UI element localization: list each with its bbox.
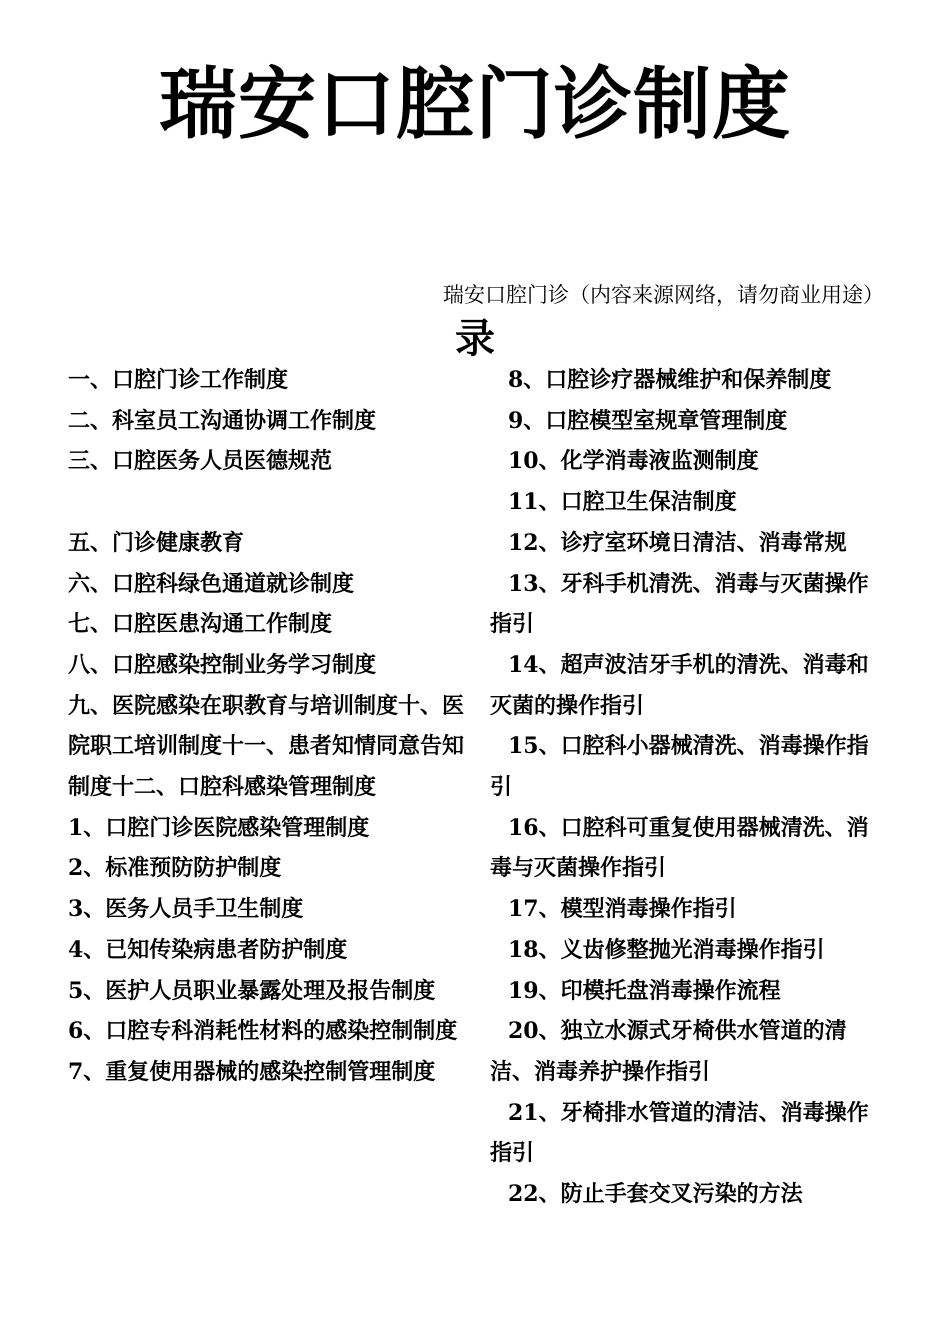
toc-item[interactable]: 18、义齿修整抛光消毒操作指引 xyxy=(508,936,825,963)
toc-item[interactable]: 八、口腔感染控制业务学习制度 xyxy=(68,651,377,678)
toc-item[interactable]: 二、科室员工沟通协调工作制度 xyxy=(68,407,377,434)
toc-item[interactable]: 1、口腔门诊医院感染管理制度 xyxy=(68,814,370,841)
toc-item[interactable]: 8、口腔诊疗器械维护和保养制度 xyxy=(508,367,832,393)
source-note: 瑞安口腔门诊（内容来源网络，请勿商业用途） xyxy=(443,283,884,307)
toc-item[interactable]: 14、超声波洁牙手机的清洗、消毒和灭菌的操作指引 xyxy=(490,651,869,719)
toc-item[interactable]: 3、医务人员手卫生制度 xyxy=(68,896,304,923)
toc-item[interactable]: 5、医护人员职业暴露处理及报告制度 xyxy=(68,977,436,1004)
toc-item[interactable]: 三、口腔医务人员医德规范 xyxy=(68,448,333,475)
toc-item[interactable]: 6、口腔专科消耗性材料的感染控制制度 xyxy=(68,1018,458,1045)
toc-item[interactable]: 21、牙椅排水管道的清洁、消毒操作指引 xyxy=(490,1099,869,1167)
toc-item[interactable]: 11、口腔卫生保洁制度 xyxy=(508,489,737,516)
toc-item[interactable]: 19、印模托盘消毒操作流程 xyxy=(508,977,781,1004)
toc-item[interactable]: 15、口腔科小器械清洗、消毒操作指引 xyxy=(490,733,869,801)
toc-item[interactable]: 4、已知传染病患者防护制度 xyxy=(68,936,348,963)
toc-item[interactable]: 16、口腔科可重复使用器械清洗、消毒与灭菌操作指引 xyxy=(490,814,869,882)
toc-item[interactable]: 六、口腔科绿色通道就诊制度 xyxy=(68,570,355,597)
toc-item[interactable]: 五、门诊健康教育 xyxy=(68,529,245,556)
toc-blank-line xyxy=(50,482,468,523)
toc-item[interactable]: 17、模型消毒操作指引 xyxy=(508,896,737,923)
toc-item[interactable]: 13、牙科手机清洗、消毒与灭菌操作指引 xyxy=(490,570,869,638)
toc-item[interactable]: 12、诊疗室环境日清洁、消毒常规 xyxy=(508,529,847,556)
toc-right-column xyxy=(490,360,890,1215)
toc-left-column xyxy=(50,360,468,1093)
toc-item[interactable]: 7、重复使用器械的感染控制管理制度 xyxy=(68,1058,436,1085)
toc-item[interactable]: 2、标准预防防护制度 xyxy=(68,855,282,882)
toc-item[interactable]: 9、口腔模型室规章管理制度 xyxy=(508,407,788,434)
page-title: 瑞安口腔门诊制度 xyxy=(158,60,791,150)
toc-item[interactable]: 七、口腔医患沟通工作制度 xyxy=(68,611,333,638)
toc-item[interactable]: 20、独立水源式牙椅供水管道的清洁、消毒养护操作指引 xyxy=(490,1018,847,1085)
toc-item[interactable]: 10、化学消毒液监测制度 xyxy=(508,448,759,475)
toc-item[interactable]: 九、医院感染在职教育与培训制度十、医院职工培训制度十一、患者知情同意告知制度十二、口腔科感染管理制度 xyxy=(68,692,465,801)
toc-heading: 录 xyxy=(455,315,495,362)
toc-item[interactable]: 22、防止手套交叉污染的方法 xyxy=(508,1181,803,1208)
toc-item[interactable]: 一、口腔门诊工作制度 xyxy=(68,367,289,393)
